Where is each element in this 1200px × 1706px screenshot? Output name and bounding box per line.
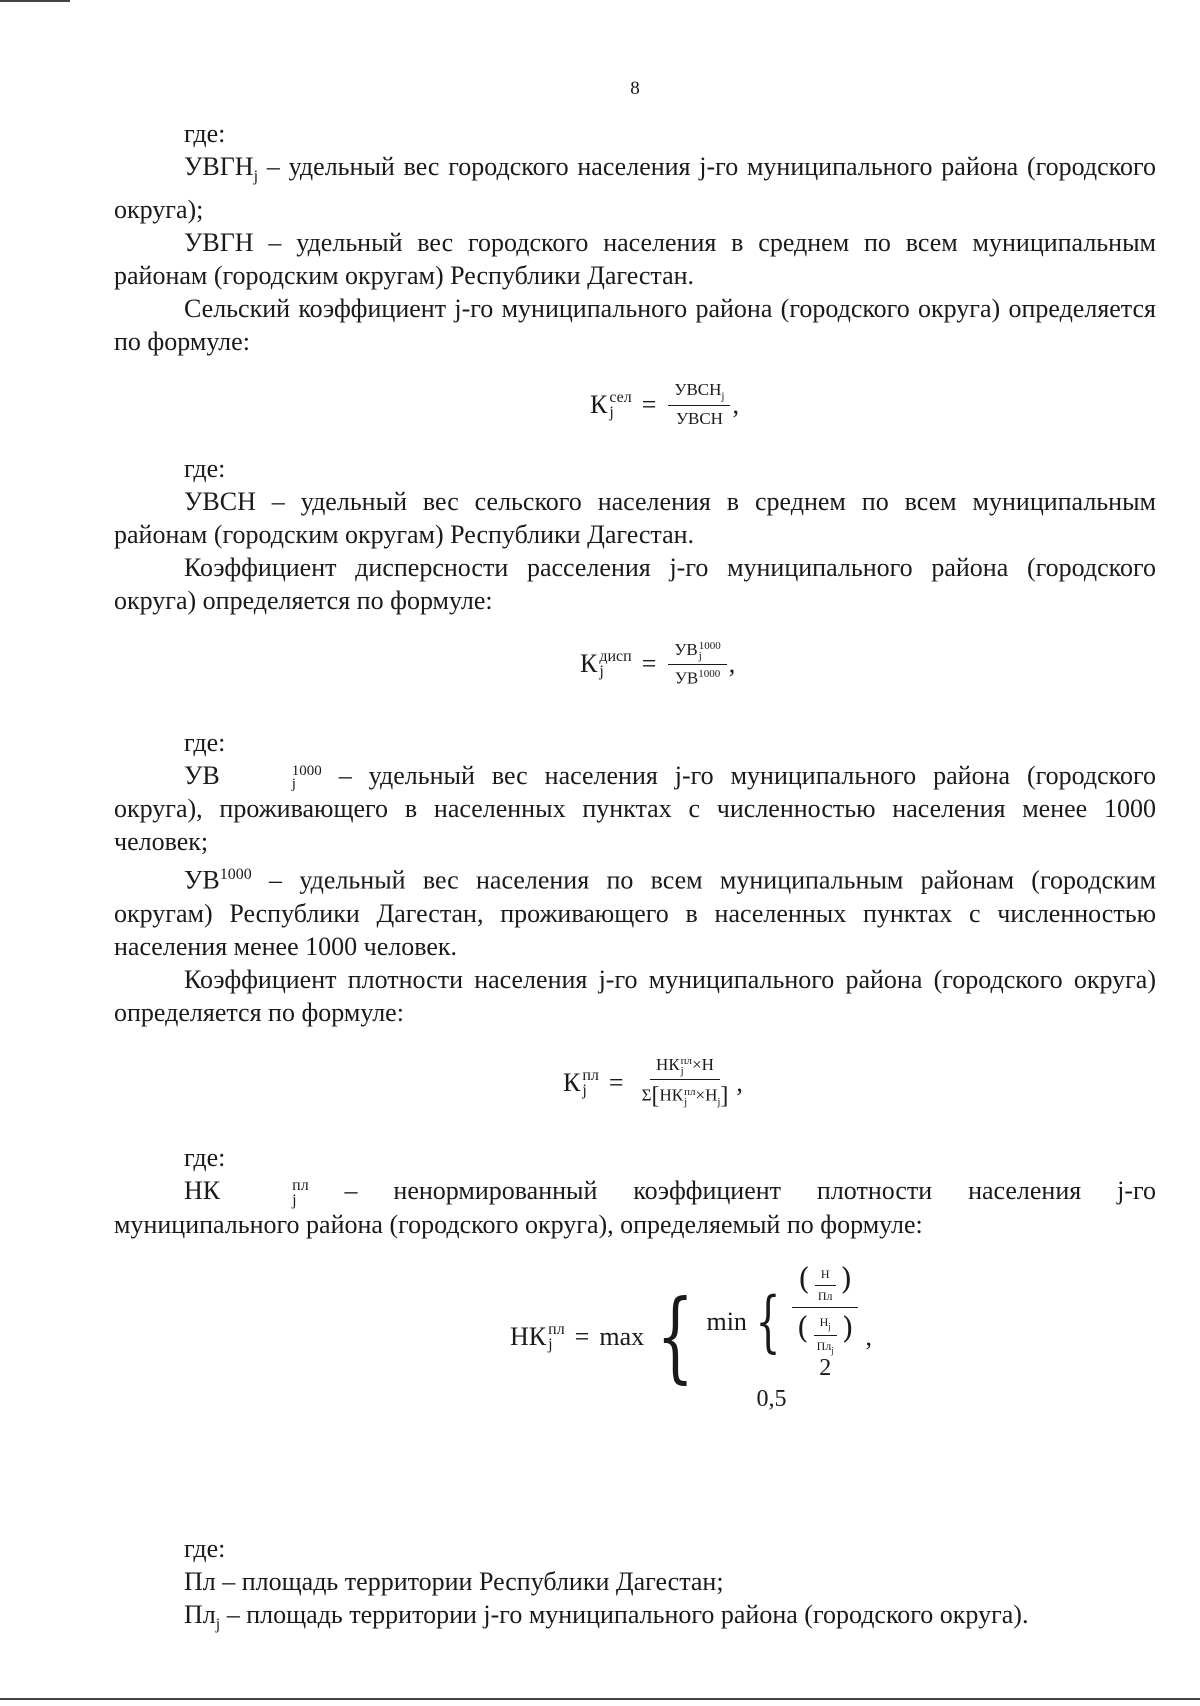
formula-lhs-indices xyxy=(548,1322,565,1352)
ratio-fraction xyxy=(791,1262,860,1355)
sup: пл xyxy=(548,1321,565,1339)
denominator xyxy=(636,1080,735,1110)
formula-lhs: К xyxy=(563,1067,581,1097)
sup: пл xyxy=(292,1177,309,1195)
scan-edge-mark xyxy=(0,0,70,2)
formula-lhs-indices xyxy=(599,649,631,679)
term-indices xyxy=(222,765,322,791)
sub: j xyxy=(698,650,702,663)
den-a: НК xyxy=(659,1085,684,1105)
sub: j xyxy=(292,1192,297,1210)
sub: j xyxy=(680,1065,684,1078)
nk-definition xyxy=(114,1174,1156,1241)
comma: , xyxy=(865,1322,873,1352)
plj-text: Пл xyxy=(816,1338,832,1353)
formula-sel xyxy=(590,380,739,429)
term-indices xyxy=(222,1178,309,1208)
pl-intro: Коэффициент плотности населения j-го муниципального района (городского округа) определяется по формуле: xyxy=(114,964,1156,1027)
h: Н xyxy=(815,1267,836,1286)
where-label: где: xyxy=(184,728,226,757)
fraction xyxy=(668,640,726,689)
term: УВГН xyxy=(184,152,254,181)
text-block-4 xyxy=(114,1141,1156,1241)
num-b: ×Н xyxy=(692,1055,714,1074)
equals-sign: = xyxy=(608,1067,624,1097)
sub: j xyxy=(291,776,296,793)
ratio-numerator xyxy=(792,1262,858,1308)
text-block-2 xyxy=(114,452,1156,617)
bracket-open: [ xyxy=(651,1083,660,1110)
equals-sign: = xyxy=(641,649,657,679)
fraction xyxy=(668,380,730,429)
formula-lhs: К xyxy=(580,649,598,679)
num-indices xyxy=(699,641,721,661)
disp-intro: Коэффициент дисперсности расселения j-го муниципального района (городского округа) определяется по формуле: xyxy=(114,553,1156,615)
den-b: ×Н xyxy=(695,1085,718,1105)
pl: Пл xyxy=(817,1289,833,1304)
formula-nk xyxy=(510,1262,872,1413)
where-label: где: xyxy=(184,119,226,148)
sup: пл xyxy=(582,1066,599,1084)
num-sub: j xyxy=(721,390,725,403)
numerator xyxy=(650,1055,720,1080)
inner-stack xyxy=(789,1262,862,1382)
comma: , xyxy=(736,1067,743,1097)
uvgn-definition: УВГН – удельный вес городского населения в среднем по всем муниципальным районам (городским округам) Республики Дагестан. xyxy=(114,228,1156,291)
h-over-pl xyxy=(812,1267,839,1304)
outer-brace: { xyxy=(656,1280,694,1395)
den-sup: 1000 xyxy=(698,668,721,681)
text-block-5 xyxy=(114,1532,1156,1641)
definition: – ненормированный коэффициент плотности населения j-го муниципального района (городского округа), определяемый по формуле: xyxy=(114,1176,1156,1240)
plj-definition xyxy=(114,1598,1156,1641)
paren-close: ) xyxy=(840,1262,853,1297)
formula-lhs-indices xyxy=(582,1068,599,1098)
bracket-close: ] xyxy=(720,1083,729,1110)
num-a: НК xyxy=(656,1055,680,1074)
pl-definition: Пл – площадь территории Республики Дагестан; xyxy=(184,1567,724,1596)
hj xyxy=(814,1315,837,1335)
subscript: j xyxy=(253,168,259,186)
equals-sign: = xyxy=(574,1322,590,1352)
numerator xyxy=(668,380,730,406)
plj-sub: j xyxy=(831,1344,834,1355)
sup: пл xyxy=(680,1055,693,1068)
sigma: Σ xyxy=(641,1085,652,1105)
max-operator: max xyxy=(599,1322,645,1352)
equals-sign: = xyxy=(641,389,657,419)
den-b-sub: j xyxy=(717,1095,721,1108)
page-number: 8 xyxy=(630,78,640,99)
definition: – удельный вес населения j-го муниципального района (городского округа), проживающего в населенных пунктах с численностью населения менее 1000 человек; xyxy=(114,761,1156,856)
hj-over-plj xyxy=(811,1315,840,1355)
sup: 1000 xyxy=(219,866,252,883)
inner-brace: { xyxy=(755,1282,781,1360)
uvgn-j-definition xyxy=(114,150,1156,226)
sup: сел xyxy=(609,388,632,406)
two-value: 2 xyxy=(819,1354,832,1381)
definition: – удельный вес городского населения j-го муниципального района (городского округа); xyxy=(114,152,1156,225)
term: Пл xyxy=(184,1600,216,1629)
sub: j xyxy=(684,1095,688,1108)
sup: пл xyxy=(684,1085,696,1098)
half-value: 0,5 xyxy=(756,1385,787,1412)
outer-stack xyxy=(706,1262,861,1413)
sel-intro: Сельский коэффициент j-го муниципального района (городского округа) определяется по формуле: xyxy=(114,294,1156,357)
scan-bottom-edge xyxy=(0,1698,1200,1700)
paren-open: ( xyxy=(796,1311,809,1347)
den-text: УВ xyxy=(674,668,699,688)
fraction xyxy=(636,1055,735,1110)
sub: j xyxy=(582,1081,587,1099)
hj-text: Н xyxy=(819,1315,829,1330)
formula-disp xyxy=(580,640,735,689)
text-block-3 xyxy=(114,726,1156,1029)
min-operator: min xyxy=(706,1306,747,1336)
denominator: УВСН xyxy=(675,409,723,429)
where-label: где: xyxy=(184,1143,226,1172)
where-label: где: xyxy=(184,1534,226,1563)
denominator xyxy=(669,665,726,689)
term: УВ xyxy=(184,761,220,790)
comma: , xyxy=(732,389,739,419)
text-block-1 xyxy=(114,117,1156,358)
num-indices xyxy=(681,1056,692,1076)
term: НК xyxy=(184,1176,221,1205)
definition: – площадь территории j-го муниципального района (городского округа). xyxy=(220,1600,1029,1629)
sub: j xyxy=(599,663,604,681)
uv-j-definition xyxy=(114,759,1156,858)
hj-sub: j xyxy=(828,1321,831,1332)
formula-lhs-indices xyxy=(609,390,631,420)
sup: 1000 xyxy=(291,763,322,780)
numerator xyxy=(668,640,726,665)
uv-definition xyxy=(114,858,1156,963)
formula-lhs: К xyxy=(590,389,608,419)
min-row xyxy=(706,1262,861,1382)
sup: дисп xyxy=(599,648,632,666)
sub: j xyxy=(609,403,614,421)
sub: j xyxy=(548,1336,553,1354)
num-text: УВСН xyxy=(674,380,722,399)
den-indices xyxy=(684,1087,695,1107)
subscript: j xyxy=(215,1616,221,1634)
plj xyxy=(811,1336,840,1355)
term: УВ xyxy=(184,865,220,895)
definition: – удельный вес населения по всем муниципальным районам (городским округам) Республики Дагестан, проживающего в населенных пунктах с численностью населения менее 1000 человек. xyxy=(114,865,1156,961)
formula-pl xyxy=(563,1055,743,1110)
paren-close: ) xyxy=(841,1311,854,1347)
sup: 1000 xyxy=(698,640,721,653)
num-text: УВ xyxy=(674,640,698,659)
paren-open: ( xyxy=(798,1262,810,1297)
where-label: где: xyxy=(184,454,226,483)
uvsn-definition: УВСН – удельный вес сельского населения в среднем по всем муниципальным районам (городским округам) Республики Дагестан. xyxy=(114,487,1156,549)
comma: , xyxy=(728,649,736,679)
formula-lhs: НК xyxy=(510,1322,547,1352)
ratio-denominator xyxy=(791,1308,860,1355)
